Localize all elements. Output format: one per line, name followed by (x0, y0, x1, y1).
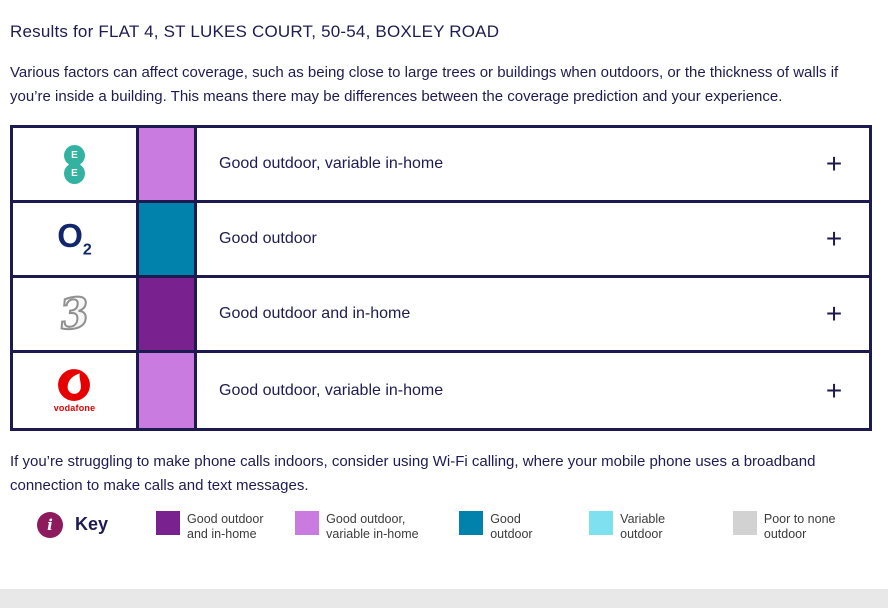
legend-item-good-outdoor-in-home (156, 511, 268, 542)
vodafone-expand-button[interactable]: + (822, 377, 846, 405)
info-icon: i (37, 512, 63, 538)
vodafone-logo-icon (57, 368, 91, 402)
o2-logo (13, 203, 139, 275)
o2-expand-button[interactable]: + (822, 225, 846, 253)
legend-label: Poor to none outdoor (763, 512, 836, 541)
legend-item-poor-to-none-outdoor (733, 511, 845, 542)
table-row-ee (13, 128, 869, 203)
three-coverage-swatch (139, 278, 197, 350)
vodafone-coverage-swatch (139, 353, 197, 428)
key-title: Key (75, 514, 109, 534)
table-row-vodafone (13, 353, 869, 428)
ee-logo (13, 128, 139, 200)
vodafone-logo-text: vodafone (53, 403, 96, 413)
legend-label: Good outdoor (490, 512, 533, 541)
ee-expand-button[interactable]: + (822, 150, 846, 178)
legend-swatch-poor-to-none-outdoor (733, 511, 757, 535)
three-logo-glyph: 3 (57, 287, 92, 340)
legend-swatch-good-outdoor-in-home (156, 511, 180, 535)
wifi-calling-note: If you’re struggling to make phone calls indoors, consider using Wi-Fi calling, where your mobile phone uses a broadband connection to make calls and text messages. (10, 453, 816, 494)
page-title: Results for FLAT 4, ST LUKES COURT, 50-54, BOXLEY ROAD (10, 22, 500, 41)
legend-swatch-good-outdoor-variable-in-home (295, 511, 319, 535)
legend-swatch-good-outdoor (459, 511, 483, 535)
legend-item-variable-outdoor (589, 511, 706, 542)
ee-coverage-swatch (139, 128, 197, 200)
o2-logo-letter: O (57, 217, 83, 255)
legend-label: Good outdoor and in-home (187, 512, 264, 541)
vodafone-coverage-status: Good outdoor, variable in-home (219, 381, 444, 399)
legend-swatch-variable-outdoor (589, 511, 613, 535)
table-row-o2 (13, 203, 869, 278)
o2-coverage-swatch (139, 203, 197, 275)
legend-label: Variable outdoor (620, 512, 666, 541)
ee-coverage-status: Good outdoor, variable in-home (219, 155, 444, 172)
o2-coverage-status: Good outdoor (219, 230, 317, 247)
three-coverage-status: Good outdoor and in-home (219, 305, 411, 322)
legend-item-good-outdoor (459, 511, 562, 542)
ee-logo-circle-bottom: E (64, 163, 85, 184)
three-logo (13, 278, 139, 350)
ee-logo-circle-top: E (64, 145, 85, 166)
legend-label: Good outdoor, variable in-home (326, 512, 419, 541)
coverage-key (37, 511, 872, 542)
table-row-three (13, 278, 869, 353)
coverage-results-table (10, 125, 872, 431)
coverage-intro-text: Various factors can affect coverage, such as being close to large trees or buildings when outdoors, or the thickness of walls if you’re inside a building. This means there may be differences between the coverage prediction and your experience. (10, 64, 839, 105)
three-expand-button[interactable]: + (822, 300, 846, 328)
vodafone-logo (13, 353, 139, 428)
legend-items (156, 511, 872, 542)
o2-logo-subscript: 2 (82, 241, 92, 259)
legend-item-good-outdoor-variable-in-home (295, 511, 432, 542)
bottom-gray-bar (0, 589, 888, 608)
